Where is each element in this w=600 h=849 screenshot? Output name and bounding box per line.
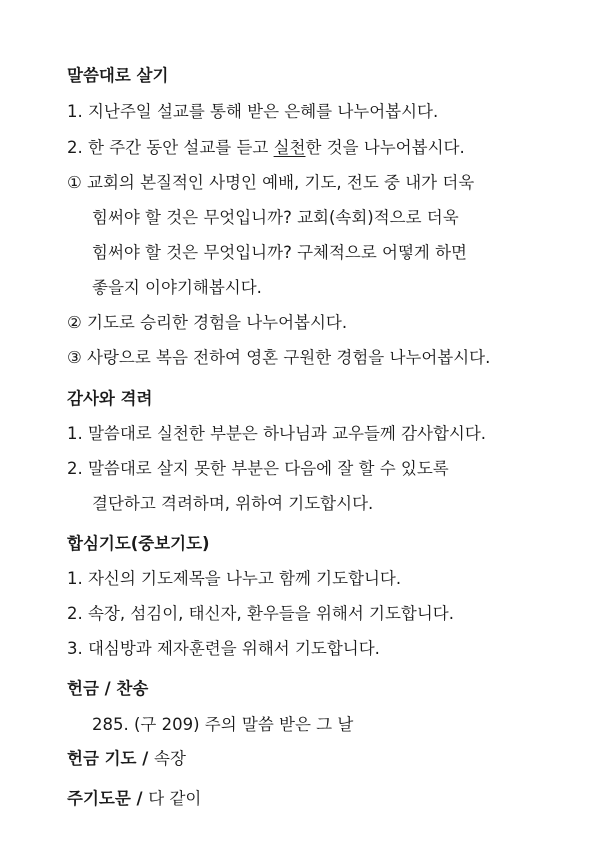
section-heading-living-by-word: 말씀대로 살기 bbox=[67, 66, 169, 85]
list-item-continued: 결단하고 격려하며, 위하여 기도합시다. bbox=[92, 494, 374, 513]
list-item: 3. 대심방과 제자훈련을 위해서 기도합니다. bbox=[67, 639, 380, 658]
sub-item: ③ 사랑으로 복음 전하여 영혼 구원한 경험을 나누어봅시다. bbox=[67, 348, 491, 367]
section-heading-prayer: 합심기도(중보기도) bbox=[67, 534, 210, 553]
list-item: 1. 자신의 기도제목을 나누고 함께 기도합니다. bbox=[67, 569, 402, 588]
sub-item: ① 교회의 본질적인 사명인 예배, 기도, 전도 중 내가 더욱 bbox=[67, 173, 475, 192]
sub-item-continued: 힘써야 할 것은 무엇입니까? 교회(속회)적으로 더욱 bbox=[92, 208, 459, 227]
sub-item-continued: 좋을지 이야기해봅시다. bbox=[92, 278, 262, 297]
hymn-line: 285. (구 209) 주의 말씀 받은 그 날 bbox=[92, 715, 354, 734]
section-heading-lords-prayer bbox=[67, 788, 201, 810]
list-item: 2. 속장, 섬김이, 태신자, 환우들을 위해서 기도합니다. bbox=[67, 604, 454, 623]
list-item bbox=[67, 137, 465, 159]
list-item-text: 한 것을 나누어봅시다. bbox=[305, 138, 465, 157]
list-item-text: 2. 한 주간 동안 설교를 듣고 bbox=[67, 138, 274, 157]
list-item: 1. 말씀대로 실천한 부분은 하나님과 교우들께 감사합시다. bbox=[67, 424, 487, 443]
sub-item-continued: 힘써야 할 것은 무엇입니까? 구체적으로 어떻게 하면 bbox=[92, 243, 467, 262]
leader-text: 속장 bbox=[154, 749, 186, 768]
heading-text: 주기도문 / bbox=[67, 789, 149, 808]
section-heading-offering: 헌금 / 찬송 bbox=[67, 679, 149, 698]
sub-item: ② 기도로 승리한 경험을 나누어봅시다. bbox=[67, 313, 348, 332]
list-item: 2. 말씀대로 살지 못한 부분은 다음에 잘 할 수 있도록 bbox=[67, 459, 449, 478]
leader-text: 다 같이 bbox=[148, 789, 202, 808]
section-heading-thanks: 감사와 격려 bbox=[67, 389, 153, 408]
underlined-word: 실천 bbox=[273, 138, 306, 157]
section-heading-offering-prayer bbox=[67, 748, 186, 770]
heading-text: 헌금 기도 / bbox=[67, 749, 155, 768]
list-item: 1. 지난주일 설교를 통해 받은 은혜를 나누어봅시다. bbox=[67, 102, 439, 121]
